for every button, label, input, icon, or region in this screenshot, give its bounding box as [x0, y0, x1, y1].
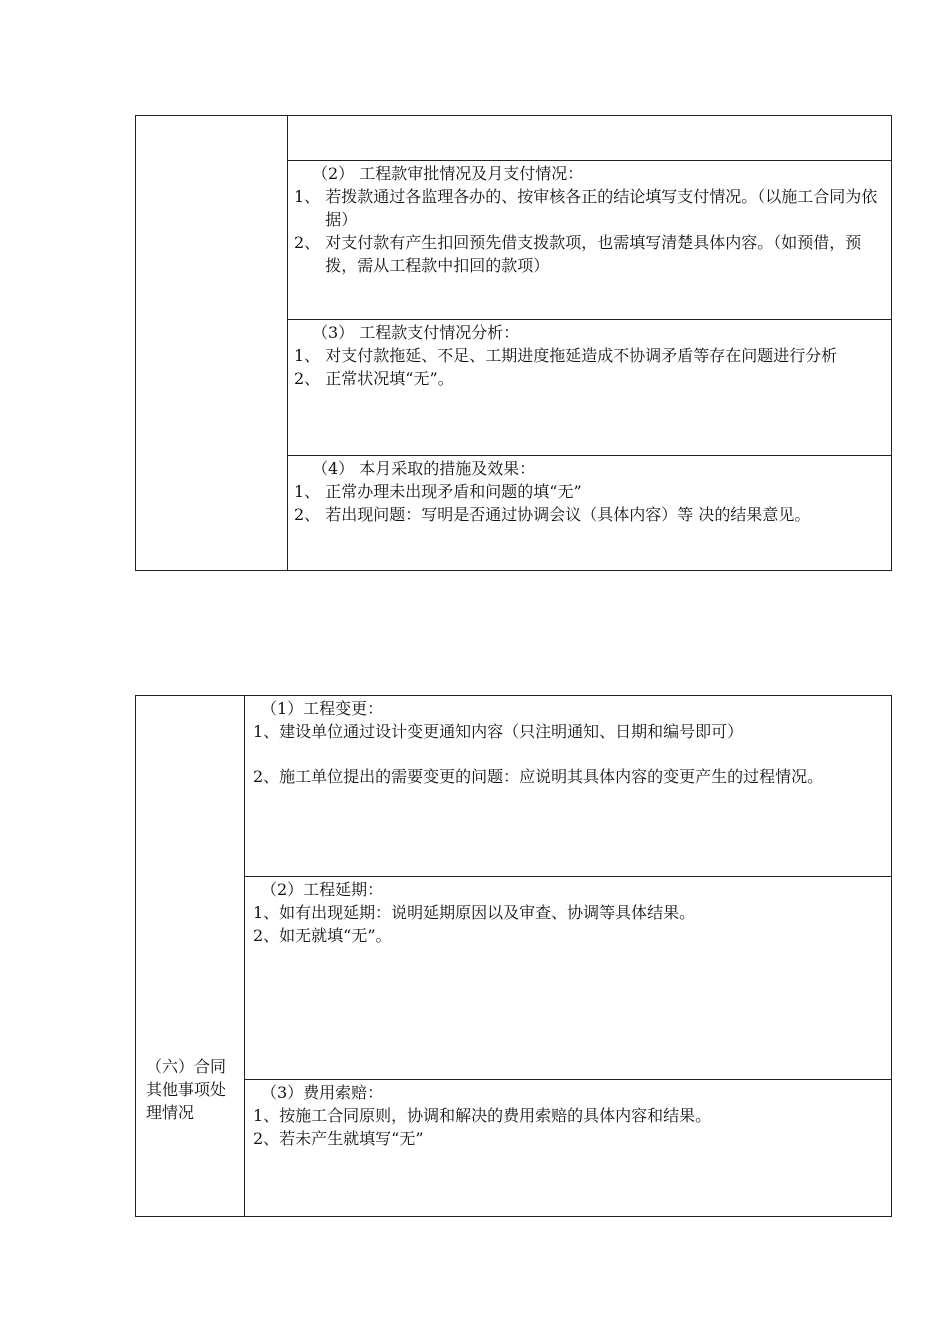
- engineering-delay-cell: [245, 877, 892, 1080]
- measures-effect-cell: [288, 456, 892, 571]
- list-item: 2、施工单位提出的需要变更的问题：应说明其具体内容的变更产生的过程情况。: [253, 767, 824, 786]
- payment-approval-header: （2） 工程款审批情况及月支付情况：: [312, 164, 584, 183]
- lower-table: [135, 695, 892, 1217]
- list-item: 2、 若出现问题：写明是否通过协调会议（具体内容）等 决的结果意见。: [294, 505, 811, 524]
- list-item: 1、按施工合同原则，协调和解决的费用索赔的具体内容和结果。: [253, 1106, 712, 1125]
- list-item: 1、如有出现延期：说明延期原因以及审查、协调等具体结果。: [253, 903, 696, 922]
- contract-matters-label-cell: [136, 696, 245, 1217]
- list-item: 1、 对支付款拖延、不足、工期进度拖延造成不协调矛盾等存在问题进行分析: [294, 346, 838, 365]
- measures-effect-header: （4） 本月采取的措施及效果：: [312, 459, 536, 478]
- engineering-change-header: （1）工程变更：: [261, 699, 384, 718]
- list-item: 2、如无就填“无”。: [253, 926, 392, 945]
- payment-analysis-cell: [288, 320, 892, 456]
- contract-matters-label: （六）合同其他事项处理情况: [146, 1057, 227, 1122]
- upper-table: [135, 115, 892, 571]
- engineering-change-cell: [245, 696, 892, 877]
- empty-top-cell: [288, 116, 892, 161]
- upper-left-cell: [136, 116, 288, 571]
- payment-analysis-header: （3） 工程款支付情况分析：: [312, 323, 520, 342]
- list-item: 2、 对支付款有产生扣回预先借支拨款项，也需填写清楚具体内容。（如预借，预拨，需从工程款中扣回的款项）: [294, 233, 862, 275]
- cost-claim-cell: [245, 1080, 892, 1217]
- cost-claim-header: （3）费用索赔：: [261, 1083, 384, 1102]
- list-item: 1、建设单位通过设计变更通知内容（只注明通知、日期和编号即可）: [253, 722, 744, 741]
- list-item: 1、 若拨款通过各监理各办的、按审核各正的结论填写支付情况。（以施工合同为依据）: [294, 187, 878, 229]
- list-item: 2、若未产生就填写“无”: [253, 1129, 424, 1148]
- payment-approval-cell: [288, 161, 892, 320]
- list-item: 2、 正常状况填“无”。: [294, 369, 454, 388]
- engineering-delay-header: （2）工程延期：: [261, 880, 384, 899]
- list-item: 1、 正常办理未出现矛盾和问题的填“无”: [294, 482, 582, 501]
